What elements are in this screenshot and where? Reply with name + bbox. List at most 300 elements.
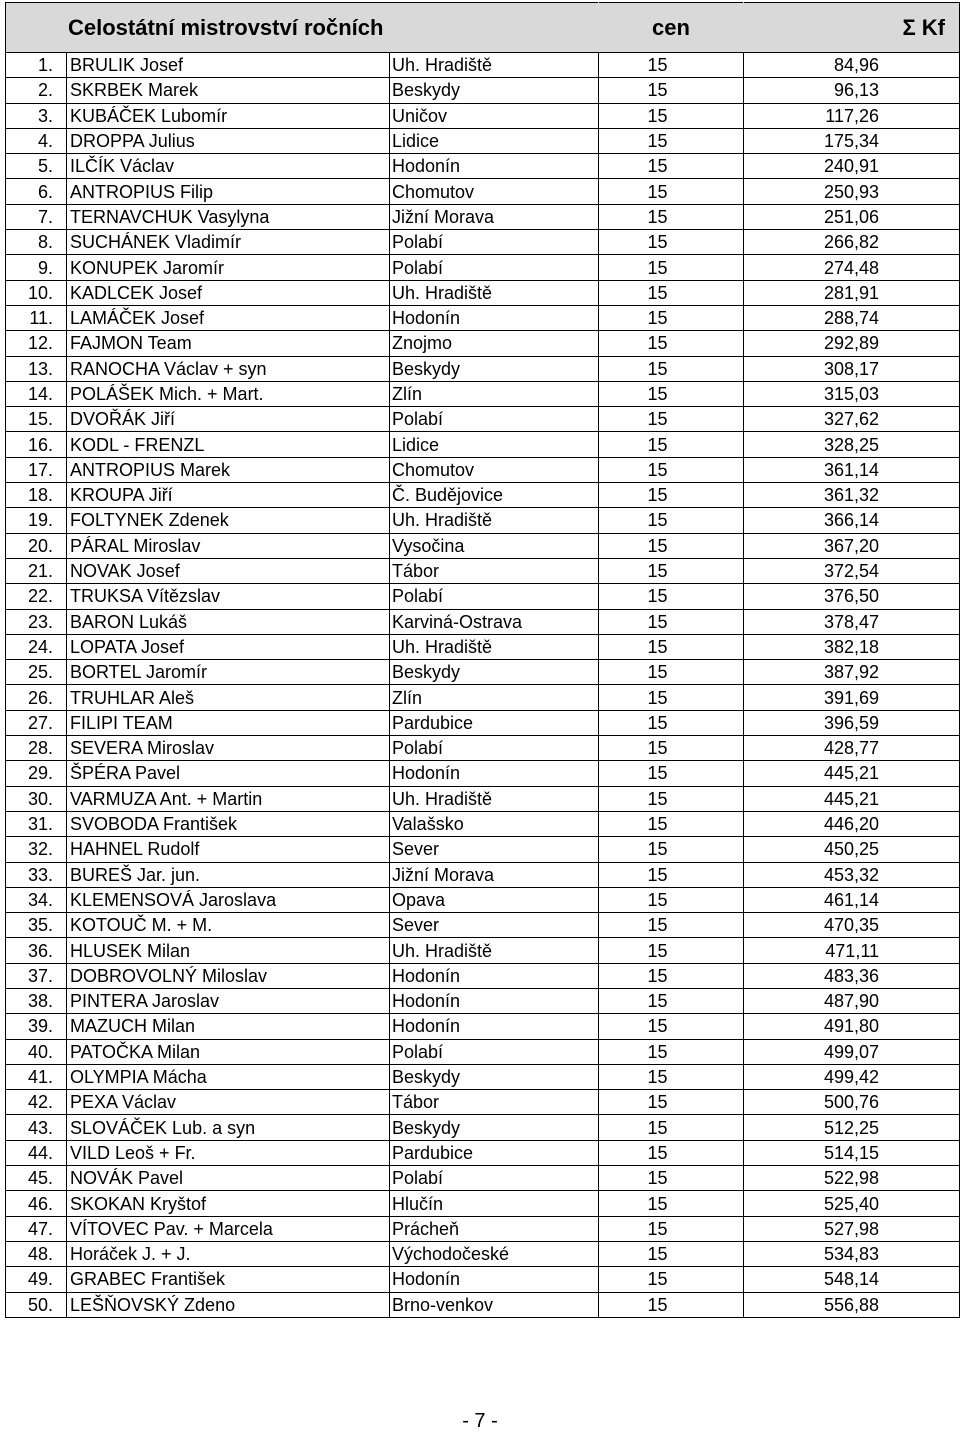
- kf-cell: 251,06: [744, 204, 960, 229]
- club-cell: Brno-venkov: [390, 1292, 599, 1317]
- table-row: [6, 1216, 960, 1241]
- rank-cell: 8.: [6, 230, 67, 255]
- table-row: [6, 1191, 960, 1216]
- club-cell: Polabí: [390, 1166, 599, 1191]
- club-cell: Pardubice: [390, 710, 599, 735]
- competitor-name-cell: NOVÁK Pavel: [67, 1166, 390, 1191]
- rank-cell: 24.: [6, 634, 67, 659]
- competitor-name-cell: SKRBEK Marek: [67, 78, 390, 103]
- competitor-name-cell: SKOKAN Kryštof: [67, 1191, 390, 1216]
- cen-cell: 15: [599, 128, 744, 153]
- rank-cell: 37.: [6, 963, 67, 988]
- kf-cell: 328,25: [744, 432, 960, 457]
- club-cell: Opava: [390, 887, 599, 912]
- cen-cell: 15: [599, 1039, 744, 1064]
- competitor-name-cell: LAMÁČEK Josef: [67, 305, 390, 330]
- club-cell: Chomutov: [390, 457, 599, 482]
- competitor-name-cell: KODL - FRENZL: [67, 432, 390, 457]
- cen-cell: 15: [599, 913, 744, 938]
- competitor-name-cell: LEŠŇOVSKÝ Zdeno: [67, 1292, 390, 1317]
- club-cell: Chomutov: [390, 179, 599, 204]
- competitor-name-cell: BORTEL Jaromír: [67, 660, 390, 685]
- table-row: [6, 685, 960, 710]
- cen-cell: 15: [599, 255, 744, 280]
- kf-cell: 483,36: [744, 963, 960, 988]
- club-cell: Polabí: [390, 230, 599, 255]
- rank-cell: 41.: [6, 1064, 67, 1089]
- competitor-name-cell: ANTROPIUS Marek: [67, 457, 390, 482]
- cen-cell: 15: [599, 432, 744, 457]
- rank-cell: 34.: [6, 887, 67, 912]
- club-cell: Hodonín: [390, 988, 599, 1013]
- club-cell: Polabí: [390, 1039, 599, 1064]
- rank-cell: 35.: [6, 913, 67, 938]
- kf-cell: 366,14: [744, 508, 960, 533]
- kf-cell: 367,20: [744, 533, 960, 558]
- table-row: [6, 331, 960, 356]
- kf-cell: 378,47: [744, 609, 960, 634]
- column-header-cen: cen: [599, 3, 744, 53]
- cen-cell: 15: [599, 963, 744, 988]
- table-row: [6, 128, 960, 153]
- kf-cell: 308,17: [744, 356, 960, 381]
- club-cell: Sever: [390, 837, 599, 862]
- rank-cell: 17.: [6, 457, 67, 482]
- competitor-name-cell: TRUKSA Vítězslav: [67, 584, 390, 609]
- rank-cell: 33.: [6, 862, 67, 887]
- kf-cell: 470,35: [744, 913, 960, 938]
- rank-cell: 25.: [6, 660, 67, 685]
- cen-cell: 15: [599, 988, 744, 1013]
- cen-cell: 15: [599, 1064, 744, 1089]
- rank-cell: 11.: [6, 305, 67, 330]
- competitor-name-cell: KOTOUČ M. + M.: [67, 913, 390, 938]
- cen-cell: 15: [599, 1115, 744, 1140]
- kf-cell: 445,21: [744, 761, 960, 786]
- cen-cell: 15: [599, 331, 744, 356]
- rank-cell: 46.: [6, 1191, 67, 1216]
- club-cell: Hodonín: [390, 761, 599, 786]
- cen-cell: 15: [599, 634, 744, 659]
- kf-cell: 376,50: [744, 584, 960, 609]
- competitor-name-cell: GRABEC František: [67, 1267, 390, 1292]
- kf-cell: 445,21: [744, 786, 960, 811]
- cen-cell: 15: [599, 887, 744, 912]
- rank-cell: 36.: [6, 938, 67, 963]
- club-cell: Pardubice: [390, 1140, 599, 1165]
- cen-cell: 15: [599, 1014, 744, 1039]
- club-cell: Beskydy: [390, 1115, 599, 1140]
- competitor-name-cell: KUBÁČEK Lubomír: [67, 103, 390, 128]
- rank-cell: 4.: [6, 128, 67, 153]
- results-table: [5, 2, 960, 1318]
- table-row: [6, 584, 960, 609]
- table-row: [6, 407, 960, 432]
- competitor-name-cell: KONUPEK Jaromír: [67, 255, 390, 280]
- table-row: [6, 1064, 960, 1089]
- cen-cell: 15: [599, 786, 744, 811]
- competitor-name-cell: POLÁŠEK Mich. + Mart.: [67, 381, 390, 406]
- club-cell: Zlín: [390, 685, 599, 710]
- competitor-name-cell: Horáček J. + J.: [67, 1241, 390, 1266]
- cen-cell: 15: [599, 533, 744, 558]
- cen-cell: 15: [599, 736, 744, 761]
- club-cell: Hodonín: [390, 1014, 599, 1039]
- kf-cell: 281,91: [744, 280, 960, 305]
- cen-cell: 15: [599, 78, 744, 103]
- competitor-name-cell: VÍTOVEC Pav. + Marcela: [67, 1216, 390, 1241]
- table-title: Celostátní mistrovství ročních: [6, 3, 599, 53]
- club-cell: Uh. Hradiště: [390, 634, 599, 659]
- club-cell: Beskydy: [390, 78, 599, 103]
- table-row: [6, 1039, 960, 1064]
- cen-cell: 15: [599, 407, 744, 432]
- table-row: [6, 381, 960, 406]
- kf-cell: 461,14: [744, 887, 960, 912]
- competitor-name-cell: KROUPA Jiří: [67, 483, 390, 508]
- results-header: [6, 3, 960, 53]
- club-cell: Polabí: [390, 584, 599, 609]
- table-row: [6, 457, 960, 482]
- table-row: [6, 179, 960, 204]
- table-row: [6, 558, 960, 583]
- rank-cell: 18.: [6, 483, 67, 508]
- cen-cell: 15: [599, 1292, 744, 1317]
- rank-cell: 39.: [6, 1014, 67, 1039]
- table-row: [6, 710, 960, 735]
- club-cell: Zlín: [390, 381, 599, 406]
- kf-cell: 266,82: [744, 230, 960, 255]
- cen-cell: 15: [599, 381, 744, 406]
- table-row: [6, 938, 960, 963]
- club-cell: Uh. Hradiště: [390, 938, 599, 963]
- kf-cell: 117,26: [744, 103, 960, 128]
- club-cell: Prácheň: [390, 1216, 599, 1241]
- rank-cell: 42.: [6, 1090, 67, 1115]
- cen-cell: 15: [599, 584, 744, 609]
- club-cell: Lidice: [390, 128, 599, 153]
- table-row: [6, 887, 960, 912]
- competitor-name-cell: HLUSEK Milan: [67, 938, 390, 963]
- table-row: [6, 811, 960, 836]
- cen-cell: 15: [599, 938, 744, 963]
- rank-cell: 22.: [6, 584, 67, 609]
- rank-cell: 20.: [6, 533, 67, 558]
- kf-cell: 491,80: [744, 1014, 960, 1039]
- competitor-name-cell: ŠPÉRA Pavel: [67, 761, 390, 786]
- club-cell: Č. Budějovice: [390, 483, 599, 508]
- rank-cell: 45.: [6, 1166, 67, 1191]
- club-cell: Uh. Hradiště: [390, 53, 599, 78]
- table-row: [6, 230, 960, 255]
- kf-cell: 527,98: [744, 1216, 960, 1241]
- table-row: [6, 1292, 960, 1317]
- rank-cell: 6.: [6, 179, 67, 204]
- table-row: [6, 963, 960, 988]
- table-row: [6, 862, 960, 887]
- table-row: [6, 913, 960, 938]
- cen-cell: 15: [599, 660, 744, 685]
- club-cell: Hodonín: [390, 305, 599, 330]
- cen-cell: 15: [599, 862, 744, 887]
- cen-cell: 15: [599, 710, 744, 735]
- competitor-name-cell: TERNAVCHUK Vasylyna: [67, 204, 390, 229]
- kf-cell: 382,18: [744, 634, 960, 659]
- rank-cell: 43.: [6, 1115, 67, 1140]
- kf-cell: 240,91: [744, 154, 960, 179]
- cen-cell: 15: [599, 609, 744, 634]
- competitor-name-cell: KLEMENSOVÁ Jaroslava: [67, 887, 390, 912]
- club-cell: Polabí: [390, 407, 599, 432]
- kf-cell: 453,32: [744, 862, 960, 887]
- club-cell: Valašsko: [390, 811, 599, 836]
- competitor-name-cell: RANOCHA Václav + syn: [67, 356, 390, 381]
- competitor-name-cell: SLOVÁČEK Lub. a syn: [67, 1115, 390, 1140]
- table-row: [6, 255, 960, 280]
- table-row: [6, 1090, 960, 1115]
- table-row: [6, 609, 960, 634]
- rank-cell: 16.: [6, 432, 67, 457]
- cen-cell: 15: [599, 1216, 744, 1241]
- kf-cell: 471,11: [744, 938, 960, 963]
- kf-cell: 274,48: [744, 255, 960, 280]
- kf-cell: 315,03: [744, 381, 960, 406]
- club-cell: Hlučín: [390, 1191, 599, 1216]
- club-cell: Uh. Hradiště: [390, 786, 599, 811]
- competitor-name-cell: PEXA Václav: [67, 1090, 390, 1115]
- kf-cell: 525,40: [744, 1191, 960, 1216]
- club-cell: Lidice: [390, 432, 599, 457]
- cen-cell: 15: [599, 230, 744, 255]
- competitor-name-cell: OLYMPIA Mácha: [67, 1064, 390, 1089]
- table-row: [6, 1241, 960, 1266]
- cen-cell: 15: [599, 305, 744, 330]
- club-cell: Tábor: [390, 1090, 599, 1115]
- table-row: [6, 761, 960, 786]
- rank-cell: 38.: [6, 988, 67, 1013]
- rank-cell: 47.: [6, 1216, 67, 1241]
- club-cell: Beskydy: [390, 660, 599, 685]
- club-cell: Východočeské: [390, 1241, 599, 1266]
- kf-cell: 372,54: [744, 558, 960, 583]
- kf-cell: 500,76: [744, 1090, 960, 1115]
- cen-cell: 15: [599, 103, 744, 128]
- competitor-name-cell: ANTROPIUS Filip: [67, 179, 390, 204]
- competitor-name-cell: VARMUZA Ant. + Martin: [67, 786, 390, 811]
- cen-cell: 15: [599, 483, 744, 508]
- table-row: [6, 432, 960, 457]
- table-row: [6, 1267, 960, 1292]
- kf-cell: 428,77: [744, 736, 960, 761]
- club-cell: Tábor: [390, 558, 599, 583]
- rank-cell: 2.: [6, 78, 67, 103]
- page-number: - 7 -: [462, 1410, 498, 1432]
- kf-cell: 84,96: [744, 53, 960, 78]
- cen-cell: 15: [599, 558, 744, 583]
- rank-cell: 28.: [6, 736, 67, 761]
- table-row: [6, 1115, 960, 1140]
- table-row: [6, 660, 960, 685]
- club-cell: Hodonín: [390, 1267, 599, 1292]
- table-row: [6, 1166, 960, 1191]
- competitor-name-cell: SVOBODA František: [67, 811, 390, 836]
- kf-cell: 512,25: [744, 1115, 960, 1140]
- kf-cell: 548,14: [744, 1267, 960, 1292]
- cen-cell: 15: [599, 179, 744, 204]
- club-cell: Jižní Morava: [390, 204, 599, 229]
- rank-cell: 48.: [6, 1241, 67, 1266]
- table-row: [6, 53, 960, 78]
- kf-cell: 250,93: [744, 179, 960, 204]
- competitor-name-cell: DOBROVOLNÝ Miloslav: [67, 963, 390, 988]
- kf-cell: 396,59: [744, 710, 960, 735]
- competitor-name-cell: BARON Lukáš: [67, 609, 390, 634]
- club-cell: Uh. Hradiště: [390, 508, 599, 533]
- rank-cell: 9.: [6, 255, 67, 280]
- rank-cell: 31.: [6, 811, 67, 836]
- header-row: [6, 3, 960, 53]
- club-cell: Uničov: [390, 103, 599, 128]
- cen-cell: 15: [599, 280, 744, 305]
- club-cell: Polabí: [390, 736, 599, 761]
- kf-cell: 361,14: [744, 457, 960, 482]
- kf-cell: 387,92: [744, 660, 960, 685]
- kf-cell: 450,25: [744, 837, 960, 862]
- table-row: [6, 483, 960, 508]
- rank-cell: 12.: [6, 331, 67, 356]
- rank-cell: 32.: [6, 837, 67, 862]
- competitor-name-cell: HAHNEL Rudolf: [67, 837, 390, 862]
- competitor-name-cell: DVOŘÁK Jiří: [67, 407, 390, 432]
- club-cell: Sever: [390, 913, 599, 938]
- competitor-name-cell: PÁRAL Miroslav: [67, 533, 390, 558]
- club-cell: Beskydy: [390, 1064, 599, 1089]
- rank-cell: 30.: [6, 786, 67, 811]
- cen-cell: 15: [599, 1241, 744, 1266]
- cen-cell: 15: [599, 1090, 744, 1115]
- kf-cell: 556,88: [744, 1292, 960, 1317]
- club-cell: Jižní Morava: [390, 862, 599, 887]
- competitor-name-cell: ILČÍK Václav: [67, 154, 390, 179]
- rank-cell: 15.: [6, 407, 67, 432]
- club-cell: Karviná-Ostrava: [390, 609, 599, 634]
- club-cell: Vysočina: [390, 533, 599, 558]
- table-row: [6, 78, 960, 103]
- kf-cell: 96,13: [744, 78, 960, 103]
- competitor-name-cell: MAZUCH Milan: [67, 1014, 390, 1039]
- rank-cell: 14.: [6, 381, 67, 406]
- table-row: [6, 305, 960, 330]
- results-body: [6, 53, 960, 1318]
- table-row: [6, 356, 960, 381]
- kf-cell: 499,07: [744, 1039, 960, 1064]
- kf-cell: 288,74: [744, 305, 960, 330]
- competitor-name-cell: PATOČKA Milan: [67, 1039, 390, 1064]
- kf-cell: 514,15: [744, 1140, 960, 1165]
- club-cell: Polabí: [390, 255, 599, 280]
- rank-cell: 13.: [6, 356, 67, 381]
- table-row: [6, 837, 960, 862]
- cen-cell: 15: [599, 1140, 744, 1165]
- kf-cell: 391,69: [744, 685, 960, 710]
- rank-cell: 29.: [6, 761, 67, 786]
- cen-cell: 15: [599, 508, 744, 533]
- rank-cell: 27.: [6, 710, 67, 735]
- table-row: [6, 634, 960, 659]
- competitor-name-cell: VILD Leoš + Fr.: [67, 1140, 390, 1165]
- rank-cell: 44.: [6, 1140, 67, 1165]
- club-cell: Znojmo: [390, 331, 599, 356]
- competitor-name-cell: PINTERA Jaroslav: [67, 988, 390, 1013]
- cen-cell: 15: [599, 457, 744, 482]
- table-row: [6, 204, 960, 229]
- cen-cell: 15: [599, 761, 744, 786]
- cen-cell: 15: [599, 837, 744, 862]
- table-row: [6, 280, 960, 305]
- kf-cell: 175,34: [744, 128, 960, 153]
- column-header-kf: Σ Kf: [744, 3, 960, 53]
- rank-cell: 3.: [6, 103, 67, 128]
- competitor-name-cell: LOPATA Josef: [67, 634, 390, 659]
- table-row: [6, 786, 960, 811]
- table-row: [6, 1140, 960, 1165]
- cen-cell: 15: [599, 204, 744, 229]
- competitor-name-cell: NOVAK Josef: [67, 558, 390, 583]
- cen-cell: 15: [599, 1191, 744, 1216]
- cen-cell: 15: [599, 53, 744, 78]
- club-cell: Beskydy: [390, 356, 599, 381]
- kf-cell: 327,62: [744, 407, 960, 432]
- rank-cell: 19.: [6, 508, 67, 533]
- club-cell: Hodonín: [390, 963, 599, 988]
- cen-cell: 15: [599, 1166, 744, 1191]
- cen-cell: 15: [599, 811, 744, 836]
- competitor-name-cell: DROPPA Julius: [67, 128, 390, 153]
- table-row: [6, 103, 960, 128]
- rank-cell: 10.: [6, 280, 67, 305]
- kf-cell: 499,42: [744, 1064, 960, 1089]
- kf-cell: 446,20: [744, 811, 960, 836]
- rank-cell: 26.: [6, 685, 67, 710]
- cen-cell: 15: [599, 685, 744, 710]
- table-row: [6, 1014, 960, 1039]
- rank-cell: 23.: [6, 609, 67, 634]
- table-row: [6, 154, 960, 179]
- competitor-name-cell: KADLCEK Josef: [67, 280, 390, 305]
- rank-cell: 5.: [6, 154, 67, 179]
- club-cell: Uh. Hradiště: [390, 280, 599, 305]
- cen-cell: 15: [599, 1267, 744, 1292]
- rank-cell: 49.: [6, 1267, 67, 1292]
- competitor-name-cell: BRULIK Josef: [67, 53, 390, 78]
- table-row: [6, 533, 960, 558]
- rank-cell: 40.: [6, 1039, 67, 1064]
- rank-cell: 1.: [6, 53, 67, 78]
- competitor-name-cell: FAJMON Team: [67, 331, 390, 356]
- table-row: [6, 736, 960, 761]
- competitor-name-cell: FILIPI TEAM: [67, 710, 390, 735]
- competitor-name-cell: TRUHLAR Aleš: [67, 685, 390, 710]
- table-row: [6, 988, 960, 1013]
- rank-cell: 50.: [6, 1292, 67, 1317]
- rank-cell: 7.: [6, 204, 67, 229]
- competitor-name-cell: FOLTYNEK Zdenek: [67, 508, 390, 533]
- kf-cell: 534,83: [744, 1241, 960, 1266]
- competitor-name-cell: SEVERA Miroslav: [67, 736, 390, 761]
- kf-cell: 522,98: [744, 1166, 960, 1191]
- kf-cell: 292,89: [744, 331, 960, 356]
- cen-cell: 15: [599, 356, 744, 381]
